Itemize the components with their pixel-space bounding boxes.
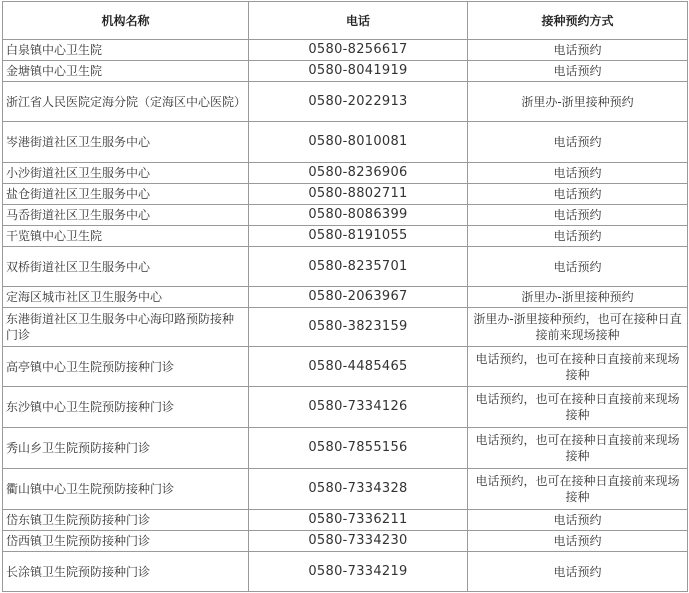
phone-cell: 0580-8802711: [249, 184, 468, 205]
booking-method-cell: 电话预约: [468, 247, 688, 287]
table-row: [3, 184, 688, 205]
booking-method-cell: 电话预约: [468, 184, 688, 205]
booking-method-cell: 电话预约: [468, 40, 688, 61]
booking-method-cell: 浙里办-浙里接种预约: [468, 287, 688, 308]
booking-method-cell: 电话预约: [468, 510, 688, 531]
table-row: [3, 510, 688, 531]
phone-cell: 0580-7334328: [249, 469, 468, 510]
phone-cell: 0580-4485465: [249, 347, 468, 387]
booking-method-cell: 电话预约，也可在接种日直接前来现场接种: [468, 387, 688, 428]
booking-method-cell: 浙里办-浙里接种预约: [468, 82, 688, 122]
vaccination-clinic-table: [2, 1, 688, 592]
phone-cell: 0580-8010081: [249, 122, 468, 163]
institution-name-cell: 金塘镇中心卫生院: [3, 61, 249, 82]
table-row: [3, 531, 688, 552]
table-row: [3, 428, 688, 469]
institution-name-cell: 岱西镇卫生院预防接种门诊: [3, 531, 249, 552]
header-booking-method: 接种预约方式: [468, 2, 688, 40]
institution-name-cell: 岑港街道社区卫生服务中心: [3, 122, 249, 163]
phone-cell: 0580-8235701: [249, 247, 468, 287]
table-row: [3, 61, 688, 82]
phone-cell: 0580-7855156: [249, 428, 468, 469]
table-row: [3, 552, 688, 592]
phone-cell: 0580-8256617: [249, 40, 468, 61]
institution-name-cell: 盐仓街道社区卫生服务中心: [3, 184, 249, 205]
booking-method-cell: 浙里办-浙里接种预约，也可在接种日直接前来现场接种: [468, 308, 688, 347]
table-header-row: [3, 2, 688, 40]
phone-cell: 0580-3823159: [249, 308, 468, 347]
table-row: [3, 122, 688, 163]
institution-name-cell: 东沙镇中心卫生院预防接种门诊: [3, 387, 249, 428]
institution-name-cell: 秀山乡卫生院预防接种门诊: [3, 428, 249, 469]
table-row: [3, 40, 688, 61]
table-row: [3, 82, 688, 122]
institution-name-cell: 高亭镇中心卫生院预防接种门诊: [3, 347, 249, 387]
booking-method-cell: 电话预约: [468, 163, 688, 184]
booking-method-cell: 电话预约，也可在接种日直接前来现场接种: [468, 347, 688, 387]
header-phone: 电话: [249, 2, 468, 40]
phone-cell: 0580-8236906: [249, 163, 468, 184]
institution-name-cell: 马岙街道社区卫生服务中心: [3, 205, 249, 226]
booking-method-cell: 电话预约，也可在接种日直接前来现场接种: [468, 428, 688, 469]
booking-method-cell: 电话预约: [468, 226, 688, 247]
table-row: [3, 226, 688, 247]
phone-cell: 0580-7334230: [249, 531, 468, 552]
table-row: [3, 469, 688, 510]
institution-name-cell: 衢山镇中心卫生院预防接种门诊: [3, 469, 249, 510]
table-row: [3, 308, 688, 347]
institution-name-cell: 干览镇中心卫生院: [3, 226, 249, 247]
phone-cell: 0580-2022913: [249, 82, 468, 122]
institution-name-cell: 浙江省人民医院定海分院（定海区中心医院）: [3, 82, 249, 122]
table-row: [3, 247, 688, 287]
institution-name-cell: 岱东镇卫生院预防接种门诊: [3, 510, 249, 531]
institution-name-cell: 长涂镇卫生院预防接种门诊: [3, 552, 249, 592]
table-row: [3, 387, 688, 428]
booking-method-cell: 电话预约: [468, 531, 688, 552]
phone-cell: 0580-7334126: [249, 387, 468, 428]
table-row: [3, 287, 688, 308]
table-row: [3, 163, 688, 184]
booking-method-cell: 电话预约: [468, 61, 688, 82]
institution-name-cell: 白泉镇中心卫生院: [3, 40, 249, 61]
header-institution-name: 机构名称: [3, 2, 249, 40]
booking-method-cell: 电话预约，也可在接种日直接前来现场接种: [468, 469, 688, 510]
booking-method-cell: 电话预约: [468, 122, 688, 163]
phone-cell: 0580-8086399: [249, 205, 468, 226]
phone-cell: 0580-8041919: [249, 61, 468, 82]
phone-cell: 0580-7334219: [249, 552, 468, 592]
booking-method-cell: 电话预约: [468, 552, 688, 592]
institution-name-cell: 小沙街道社区卫生服务中心: [3, 163, 249, 184]
institution-name-cell: 定海区城市社区卫生服务中心: [3, 287, 249, 308]
phone-cell: 0580-7336211: [249, 510, 468, 531]
phone-cell: 0580-2063967: [249, 287, 468, 308]
institution-name-cell: 东港街道社区卫生服务中心海印路预防接种门诊: [3, 308, 249, 347]
table-row: [3, 205, 688, 226]
booking-method-cell: 电话预约: [468, 205, 688, 226]
phone-cell: 0580-8191055: [249, 226, 468, 247]
institution-name-cell: 双桥街道社区卫生服务中心: [3, 247, 249, 287]
table-row: [3, 347, 688, 387]
